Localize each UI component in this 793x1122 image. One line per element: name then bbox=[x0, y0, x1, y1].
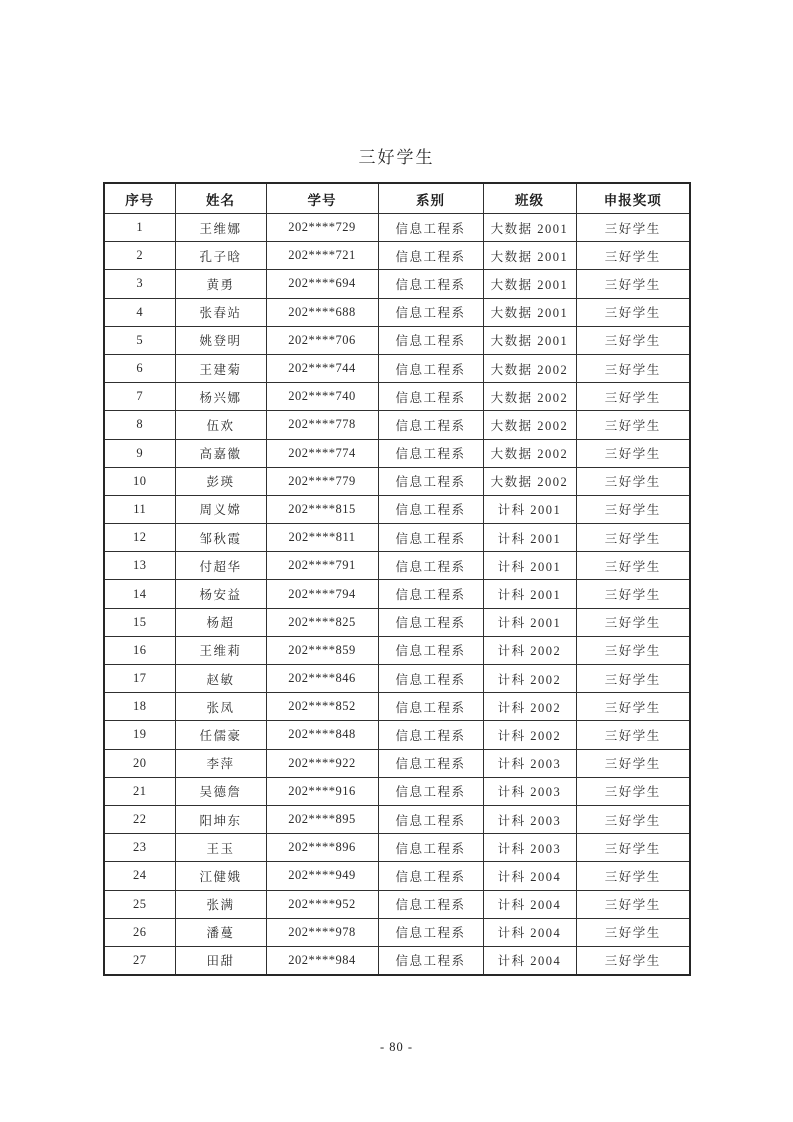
table-cell: 三好学生 bbox=[576, 805, 690, 833]
column-header: 班级 bbox=[483, 183, 576, 214]
table-cell: 三好学生 bbox=[576, 636, 690, 664]
table-cell: 计科 2002 bbox=[483, 693, 576, 721]
table-cell: 202****774 bbox=[266, 439, 378, 467]
table-cell: 大数据 2001 bbox=[483, 270, 576, 298]
table-cell: 信息工程系 bbox=[378, 918, 483, 946]
header-row bbox=[104, 183, 690, 214]
table-row bbox=[104, 214, 690, 242]
table-cell: 202****984 bbox=[266, 946, 378, 975]
table-cell: 信息工程系 bbox=[378, 749, 483, 777]
table-cell: 大数据 2001 bbox=[483, 242, 576, 270]
table-cell: 三好学生 bbox=[576, 439, 690, 467]
table-cell: 张凤 bbox=[175, 693, 266, 721]
table-cell: 邹秋霞 bbox=[175, 524, 266, 552]
table-row bbox=[104, 298, 690, 326]
table-cell: 202****744 bbox=[266, 354, 378, 382]
table-cell: 13 bbox=[104, 552, 175, 580]
table-row bbox=[104, 524, 690, 552]
table-row bbox=[104, 411, 690, 439]
page-title: 三好学生 bbox=[358, 148, 435, 167]
table-body bbox=[104, 214, 690, 976]
table-cell: 信息工程系 bbox=[378, 890, 483, 918]
table-cell: 计科 2003 bbox=[483, 749, 576, 777]
table-cell: 计科 2003 bbox=[483, 777, 576, 805]
table-cell: 12 bbox=[104, 524, 175, 552]
table-cell: 202****791 bbox=[266, 552, 378, 580]
table-cell: 21 bbox=[104, 777, 175, 805]
table-cell: 25 bbox=[104, 890, 175, 918]
table-cell: 计科 2002 bbox=[483, 636, 576, 664]
table-cell: 大数据 2001 bbox=[483, 214, 576, 242]
table-cell: 1 bbox=[104, 214, 175, 242]
table-cell: 202****779 bbox=[266, 467, 378, 495]
table-cell: 202****794 bbox=[266, 580, 378, 608]
table-cell: 9 bbox=[104, 439, 175, 467]
table-cell: 王建菊 bbox=[175, 354, 266, 382]
table-cell: 14 bbox=[104, 580, 175, 608]
table-cell: 信息工程系 bbox=[378, 693, 483, 721]
table-cell: 三好学生 bbox=[576, 411, 690, 439]
table-cell: 三好学生 bbox=[576, 298, 690, 326]
table-cell: 24 bbox=[104, 862, 175, 890]
table-cell: 11 bbox=[104, 495, 175, 523]
table-cell: 大数据 2002 bbox=[483, 354, 576, 382]
table-cell: 三好学生 bbox=[576, 552, 690, 580]
table-cell: 信息工程系 bbox=[378, 552, 483, 580]
table-cell: 信息工程系 bbox=[378, 326, 483, 354]
table-cell: 信息工程系 bbox=[378, 270, 483, 298]
table-cell: 18 bbox=[104, 693, 175, 721]
table-cell: 17 bbox=[104, 665, 175, 693]
table-cell: 大数据 2002 bbox=[483, 411, 576, 439]
table-row bbox=[104, 495, 690, 523]
table-cell: 202****916 bbox=[266, 777, 378, 805]
table-cell: 202****978 bbox=[266, 918, 378, 946]
table-cell: 20 bbox=[104, 749, 175, 777]
table-cell: 7 bbox=[104, 383, 175, 411]
table-cell: 三好学生 bbox=[576, 918, 690, 946]
table-cell: 信息工程系 bbox=[378, 524, 483, 552]
table-cell: 任儒豪 bbox=[175, 721, 266, 749]
table-row bbox=[104, 242, 690, 270]
table-cell: 大数据 2001 bbox=[483, 326, 576, 354]
table-row bbox=[104, 862, 690, 890]
table-cell: 5 bbox=[104, 326, 175, 354]
table-cell: 彭瑛 bbox=[175, 467, 266, 495]
table-cell: 202****815 bbox=[266, 495, 378, 523]
table-cell: 计科 2004 bbox=[483, 890, 576, 918]
table-cell: 三好学生 bbox=[576, 270, 690, 298]
table-row bbox=[104, 721, 690, 749]
table-cell: 202****922 bbox=[266, 749, 378, 777]
table-cell: 计科 2004 bbox=[483, 918, 576, 946]
table-cell: 三好学生 bbox=[576, 242, 690, 270]
table-cell: 江健娥 bbox=[175, 862, 266, 890]
table-cell: 大数据 2002 bbox=[483, 383, 576, 411]
table-cell: 田甜 bbox=[175, 946, 266, 975]
table-row bbox=[104, 946, 690, 975]
table-cell: 202****811 bbox=[266, 524, 378, 552]
table-cell: 信息工程系 bbox=[378, 495, 483, 523]
table-cell: 阳坤东 bbox=[175, 805, 266, 833]
table-cell: 16 bbox=[104, 636, 175, 664]
table-row bbox=[104, 834, 690, 862]
table-row bbox=[104, 665, 690, 693]
table-cell: 计科 2001 bbox=[483, 524, 576, 552]
table-cell: 姚登明 bbox=[175, 326, 266, 354]
table-cell: 信息工程系 bbox=[378, 411, 483, 439]
table-cell: 4 bbox=[104, 298, 175, 326]
table-cell: 信息工程系 bbox=[378, 721, 483, 749]
table-row bbox=[104, 270, 690, 298]
table-cell: 三好学生 bbox=[576, 862, 690, 890]
table-cell: 计科 2004 bbox=[483, 862, 576, 890]
table-cell: 202****896 bbox=[266, 834, 378, 862]
table-cell: 计科 2001 bbox=[483, 608, 576, 636]
table-cell: 三好学生 bbox=[576, 467, 690, 495]
table-cell: 计科 2003 bbox=[483, 834, 576, 862]
table-row bbox=[104, 383, 690, 411]
table-cell: 信息工程系 bbox=[378, 777, 483, 805]
table-cell: 王维莉 bbox=[175, 636, 266, 664]
table-cell: 周义嫦 bbox=[175, 495, 266, 523]
table-cell: 信息工程系 bbox=[378, 665, 483, 693]
table-cell: 10 bbox=[104, 467, 175, 495]
table-cell: 三好学生 bbox=[576, 890, 690, 918]
table-cell: 信息工程系 bbox=[378, 636, 483, 664]
table-cell: 202****778 bbox=[266, 411, 378, 439]
table-cell: 8 bbox=[104, 411, 175, 439]
table-cell: 杨兴娜 bbox=[175, 383, 266, 411]
table-cell: 计科 2001 bbox=[483, 495, 576, 523]
table-row bbox=[104, 552, 690, 580]
table-cell: 202****949 bbox=[266, 862, 378, 890]
table-cell: 信息工程系 bbox=[378, 946, 483, 975]
table-cell: 孔子晗 bbox=[175, 242, 266, 270]
table-cell: 19 bbox=[104, 721, 175, 749]
table-cell: 三好学生 bbox=[576, 946, 690, 975]
table-cell: 三好学生 bbox=[576, 354, 690, 382]
table-cell: 202****895 bbox=[266, 805, 378, 833]
table-cell: 黄勇 bbox=[175, 270, 266, 298]
table-cell: 23 bbox=[104, 834, 175, 862]
table-cell: 202****952 bbox=[266, 890, 378, 918]
table-cell: 202****852 bbox=[266, 693, 378, 721]
table-row bbox=[104, 890, 690, 918]
table-cell: 三好学生 bbox=[576, 693, 690, 721]
table-cell: 22 bbox=[104, 805, 175, 833]
table-cell: 吴德詹 bbox=[175, 777, 266, 805]
table-cell: 202****825 bbox=[266, 608, 378, 636]
table-cell: 信息工程系 bbox=[378, 862, 483, 890]
table-cell: 杨超 bbox=[175, 608, 266, 636]
table-row bbox=[104, 693, 690, 721]
table-cell: 26 bbox=[104, 918, 175, 946]
table-cell: 三好学生 bbox=[576, 383, 690, 411]
table-cell: 202****721 bbox=[266, 242, 378, 270]
table-cell: 计科 2001 bbox=[483, 580, 576, 608]
table-cell: 张满 bbox=[175, 890, 266, 918]
table-cell: 信息工程系 bbox=[378, 214, 483, 242]
table-cell: 202****859 bbox=[266, 636, 378, 664]
table-row bbox=[104, 918, 690, 946]
table-cell: 信息工程系 bbox=[378, 383, 483, 411]
table-cell: 计科 2002 bbox=[483, 665, 576, 693]
table-cell: 三好学生 bbox=[576, 834, 690, 862]
table-cell: 计科 2002 bbox=[483, 721, 576, 749]
table-cell: 202****846 bbox=[266, 665, 378, 693]
table-row bbox=[104, 439, 690, 467]
table-cell: 付超华 bbox=[175, 552, 266, 580]
table-row bbox=[104, 467, 690, 495]
table-cell: 大数据 2002 bbox=[483, 439, 576, 467]
table-cell: 王玉 bbox=[175, 834, 266, 862]
table-cell: 202****848 bbox=[266, 721, 378, 749]
table-cell: 三好学生 bbox=[576, 326, 690, 354]
table-cell: 202****740 bbox=[266, 383, 378, 411]
table-row bbox=[104, 749, 690, 777]
table-cell: 三好学生 bbox=[576, 214, 690, 242]
table-row bbox=[104, 326, 690, 354]
column-header: 姓名 bbox=[175, 183, 266, 214]
table-cell: 信息工程系 bbox=[378, 467, 483, 495]
table-row bbox=[104, 636, 690, 664]
table-cell: 6 bbox=[104, 354, 175, 382]
page-number: - 80 - bbox=[379, 1040, 414, 1054]
column-header: 申报奖项 bbox=[576, 183, 690, 214]
table-cell: 三好学生 bbox=[576, 524, 690, 552]
column-header: 系别 bbox=[378, 183, 483, 214]
table-cell: 信息工程系 bbox=[378, 834, 483, 862]
table-cell: 202****729 bbox=[266, 214, 378, 242]
table-cell: 三好学生 bbox=[576, 721, 690, 749]
table-cell: 信息工程系 bbox=[378, 298, 483, 326]
table-cell: 计科 2003 bbox=[483, 805, 576, 833]
table-cell: 计科 2001 bbox=[483, 552, 576, 580]
table-cell: 3 bbox=[104, 270, 175, 298]
column-header: 序号 bbox=[104, 183, 175, 214]
table-cell: 大数据 2001 bbox=[483, 298, 576, 326]
table-cell: 高嘉徽 bbox=[175, 439, 266, 467]
table-cell: 王维娜 bbox=[175, 214, 266, 242]
table-cell: 三好学生 bbox=[576, 749, 690, 777]
table-cell: 202****706 bbox=[266, 326, 378, 354]
table-header bbox=[104, 183, 690, 214]
table-cell: 三好学生 bbox=[576, 495, 690, 523]
column-header: 学号 bbox=[266, 183, 378, 214]
table-row bbox=[104, 354, 690, 382]
table-cell: 伍欢 bbox=[175, 411, 266, 439]
table-cell: 潘蔓 bbox=[175, 918, 266, 946]
table-row bbox=[104, 608, 690, 636]
table-cell: 张春站 bbox=[175, 298, 266, 326]
table-row bbox=[104, 805, 690, 833]
table-cell: 202****694 bbox=[266, 270, 378, 298]
table-cell: 信息工程系 bbox=[378, 805, 483, 833]
table-cell: 信息工程系 bbox=[378, 354, 483, 382]
table-row bbox=[104, 777, 690, 805]
table-row bbox=[104, 580, 690, 608]
table-cell: 李萍 bbox=[175, 749, 266, 777]
table-cell: 信息工程系 bbox=[378, 580, 483, 608]
table-cell: 大数据 2002 bbox=[483, 467, 576, 495]
table-cell: 计科 2004 bbox=[483, 946, 576, 975]
table-cell: 202****688 bbox=[266, 298, 378, 326]
table-cell: 信息工程系 bbox=[378, 242, 483, 270]
table-cell: 杨安益 bbox=[175, 580, 266, 608]
table-cell: 27 bbox=[104, 946, 175, 975]
table-cell: 15 bbox=[104, 608, 175, 636]
table-cell: 赵敏 bbox=[175, 665, 266, 693]
table-cell: 三好学生 bbox=[576, 665, 690, 693]
table-cell: 信息工程系 bbox=[378, 608, 483, 636]
table-cell: 2 bbox=[104, 242, 175, 270]
table-cell: 三好学生 bbox=[576, 580, 690, 608]
table-cell: 信息工程系 bbox=[378, 439, 483, 467]
table-cell: 三好学生 bbox=[576, 777, 690, 805]
table-cell: 三好学生 bbox=[576, 608, 690, 636]
award-list-table bbox=[103, 182, 691, 976]
